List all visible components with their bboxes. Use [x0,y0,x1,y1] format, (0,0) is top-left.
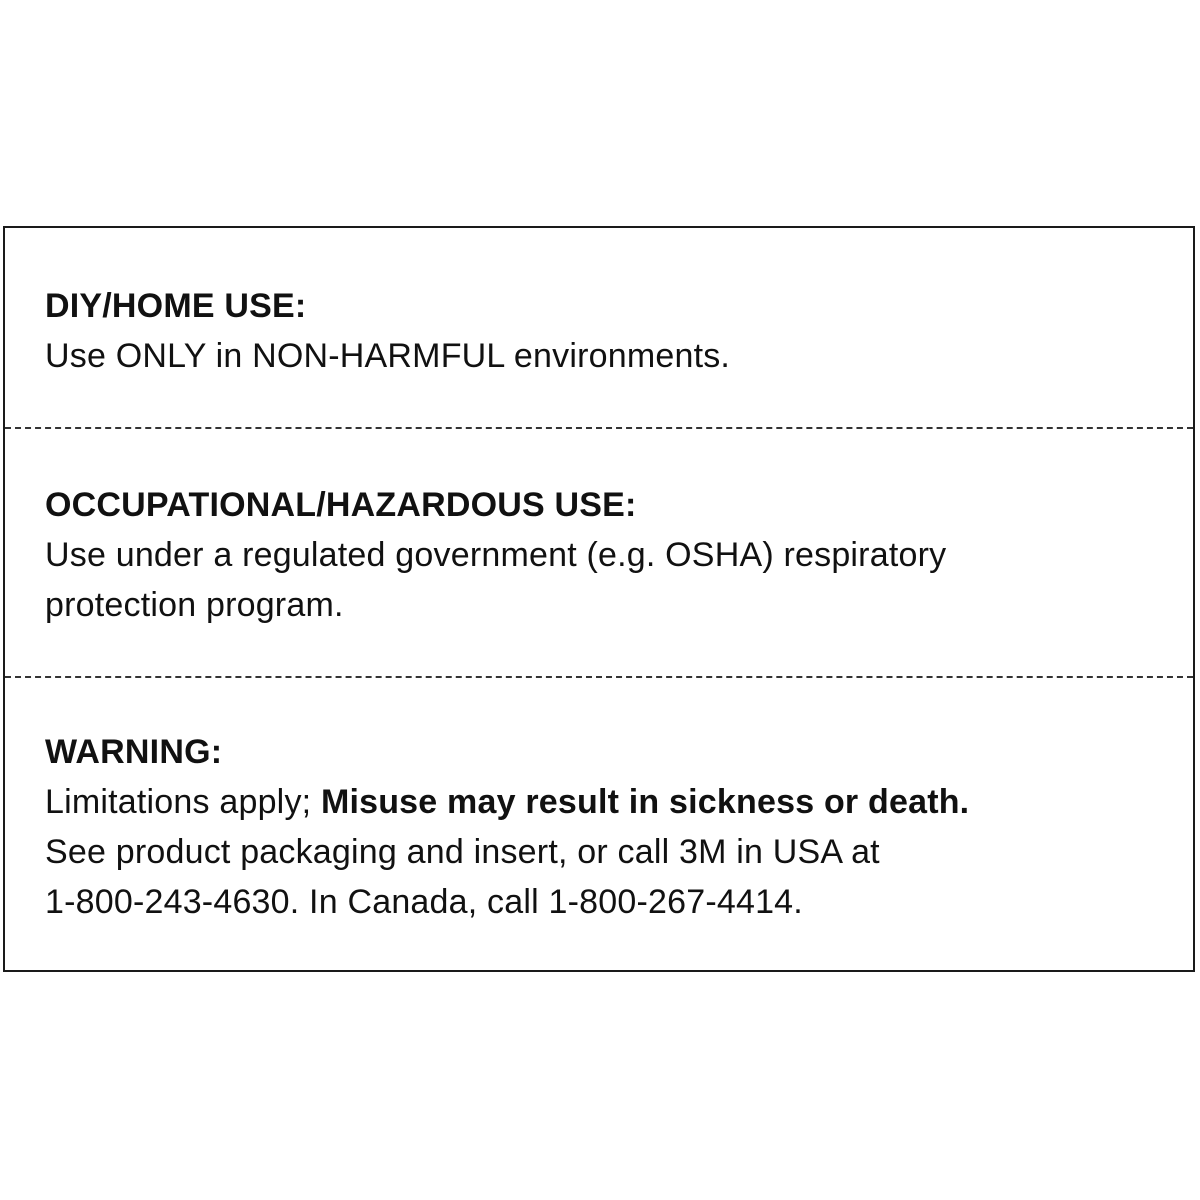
diy-home-use-text: Use ONLY in NON-HARMFUL environments. [45,337,731,375]
section-occupational-use [5,428,1193,677]
warning-label-box [3,226,1195,972]
occupational-use-heading: OCCUPATIONAL/HAZARDOUS USE: [45,486,637,524]
warning-text-line-1 [45,777,969,827]
occupational-use-text-line-1: Use under a regulated government (e.g. OSHA) respiratory [45,536,947,574]
misuse-warning-text: Misuse may result in sickness or death. [320,783,970,821]
diy-home-use-heading: DIY/HOME USE: [45,287,307,325]
limitations-text: Limitations apply; [45,783,321,821]
section-warning [5,677,1193,972]
warning-text-line-3: 1-800-243-4630. In Canada, call 1-800-267-4414. [45,883,803,921]
section-diy-home-use [5,228,1193,428]
occupational-use-text-line-2: protection program. [45,586,344,624]
warning-heading: WARNING: [45,733,223,771]
warning-text-line-2: See product packaging and insert, or call 3M in USA at [45,833,880,871]
